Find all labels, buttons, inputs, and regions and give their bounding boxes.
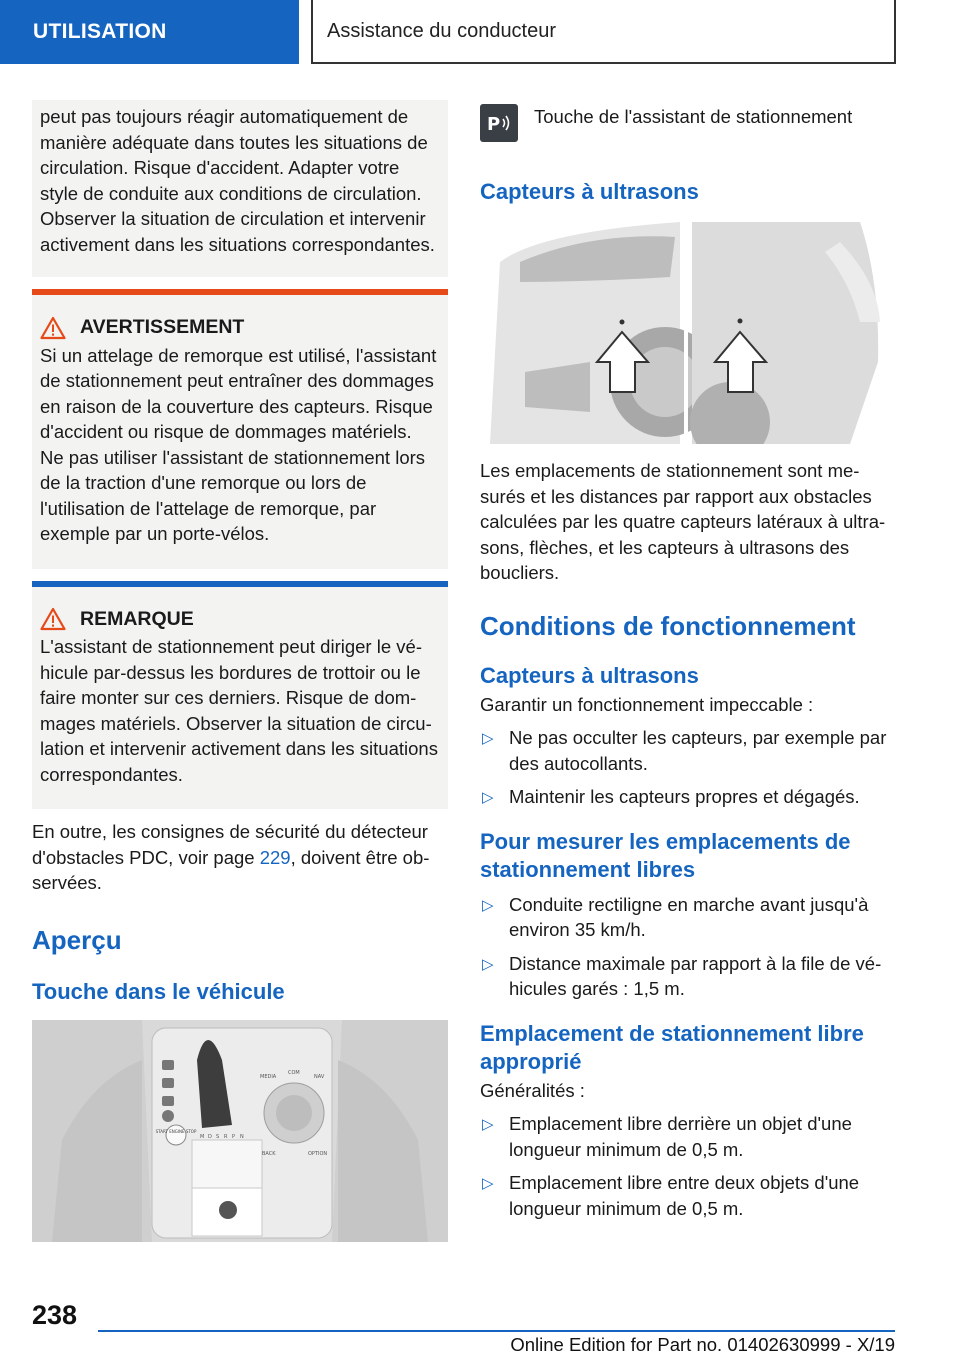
list-item-text: Emplacement libre entre deux objets d'une longueur minimum de 0,5 m.: [509, 1172, 860, 1219]
garantir-text: Garantir un fonctionnement impeccable :: [480, 693, 814, 715]
list-item-text: Distance maximale par rapport à la file de véhicules garés : 1,5 m.: [509, 952, 882, 999]
warning-text: Si un attelage de remorque est utilisé, l'assistant de stationnement peut entraîner des dommages en raison de la couverture des capteurs. Risque d'accident ou risque de dommages matériels. Ne pas utiliser l'assistant de stationnement lors de la traction d'une remorque ou lors de l'utilisation de l'attelage de remorque, par exemple par un porte-vélos.: [40, 344, 437, 544]
warning-triangle-icon: [40, 316, 66, 340]
list-item: [480, 1111, 896, 1162]
console-back-label: BACK: [262, 1150, 276, 1157]
console-com-label: COM: [288, 1069, 300, 1076]
pdc-text-before: En outre, les consignes de sécurité du détecteur d'obstacles PDC, voir page: [32, 821, 428, 868]
heading-emplacement-approprie: Emplacement de stationnement libre approprié: [480, 1020, 864, 1074]
heading-apercu: Aperçu: [32, 924, 122, 955]
bullet-triangle-icon: ▷: [482, 789, 494, 806]
pdc-reference-paragraph: [32, 819, 448, 896]
list-item: [480, 725, 896, 776]
mesurer-list: [480, 892, 896, 1002]
list-item-text: Conduite rectiligne en marche avant jusqu'à environ 35 km/h.: [509, 893, 869, 940]
console-gear-n: N: [240, 1133, 244, 1140]
warning-title: AVERTISSEMENT: [80, 316, 245, 338]
bullet-triangle-icon: ▷: [482, 730, 494, 747]
page-link-229[interactable]: 229: [259, 846, 291, 868]
console-gear-r: R: [224, 1133, 228, 1140]
note-text: L'assistant de stationnement peut diriger le véhicule par-dessus les bordures de trottoir ou le faire monter sur ces derniers. Risque de dommages matériels. Observer la situation de circulation et intervenir activement dans les situations correspondantes.: [40, 636, 438, 785]
ultrasonic-sensors-illustration: [480, 222, 896, 444]
parking-key-row: [480, 104, 896, 142]
emplacements-paragraph: Les emplacements de stationnement sont mesurés et les distances par rapport aux obstacles calculées par les quatre capteurs latéraux à ultrasons, flèches, et les capteurs à ultrasons des boucliers.: [480, 460, 886, 583]
center-console-illustration: [32, 1020, 448, 1242]
console-gear-m: M: [200, 1133, 205, 1140]
parking-p-icon: [484, 110, 514, 136]
left-column: [32, 100, 448, 1242]
list-item: [480, 892, 896, 943]
list-item-text: Emplacement libre derrière un objet d'une longueur minimum de 0,5 m.: [509, 1113, 852, 1160]
list-item: [480, 784, 896, 810]
heading-mesurer: Pour mesurer les emplacements de stationnement libres: [480, 828, 851, 882]
note-header: [40, 607, 440, 633]
info-box-text: peut pas toujours réagir automatiquement de manière adéquate dans toutes les situations de circulation. Risque d'accident. Adapter votre style de conduite aux conditions de circulation. Observer la situation de circulation et intervenir activement dans les situations correspondantes.: [40, 106, 435, 255]
console-gear-p: P: [232, 1133, 236, 1140]
note-box: [32, 581, 448, 810]
bullet-triangle-icon: ▷: [482, 1116, 494, 1133]
heading-capteurs-ultrasons-2: Capteurs à ultrasons: [480, 662, 699, 688]
bullet-triangle-icon: ▷: [482, 896, 494, 914]
console-nav-label: NAV: [314, 1073, 325, 1080]
generalites-text: Généralités :: [480, 1079, 585, 1101]
chapter-title-text: Assistance du conducteur: [327, 19, 557, 42]
center-console-image: [32, 1020, 448, 1242]
emplacement-list: [480, 1111, 896, 1221]
pdc-text-after: , doivent être observées.: [32, 846, 430, 893]
edition-text: Online Edition for Part no. 01402630999 - X/19: [510, 1334, 895, 1355]
bullet-triangle-icon: ▷: [482, 955, 494, 973]
console-gear-d: D: [208, 1133, 212, 1140]
console-media-label: MEDIA: [260, 1073, 277, 1080]
warning-header: [40, 315, 440, 341]
warning-box: [32, 289, 448, 569]
section-tab: [0, 0, 299, 64]
ultrasonic-sensors-image: [480, 222, 896, 444]
footer-divider: [98, 1330, 895, 1332]
console-option-label: OPTION: [308, 1150, 328, 1157]
heading-conditions: Conditions de fonctionnement: [480, 610, 856, 641]
list-item-text: Maintenir les capteurs propres et dégagés.: [509, 786, 860, 807]
list-item-text: Ne pas occulter les capteurs, par exemple par des autocollants.: [509, 727, 887, 774]
console-start-label: START ENGINE STOP: [155, 1128, 197, 1134]
chapter-title: [311, 0, 896, 64]
parking-key-caption: Touche de l'assistant de stationnement: [534, 106, 853, 127]
bullet-triangle-icon: ▷: [482, 1175, 494, 1192]
parking-assistant-key-icon: [480, 104, 518, 142]
heading-capteurs-ultrasons: Capteurs à ultrasons: [480, 179, 699, 204]
notice-triangle-icon: [40, 607, 66, 631]
console-gear-s: S: [216, 1133, 220, 1140]
page-number: 238: [32, 1300, 78, 1330]
heading-touche-vehicule: Touche dans le véhicule: [32, 978, 285, 1004]
list-item: [480, 951, 896, 1002]
right-column: [480, 104, 896, 1221]
list-item: [480, 1170, 896, 1221]
capteurs-list: [480, 725, 896, 810]
svg-text:P: P: [487, 114, 501, 135]
note-title: REMARQUE: [80, 607, 194, 630]
section-label: UTILISATION: [33, 20, 167, 43]
info-box-continued: [32, 100, 448, 277]
